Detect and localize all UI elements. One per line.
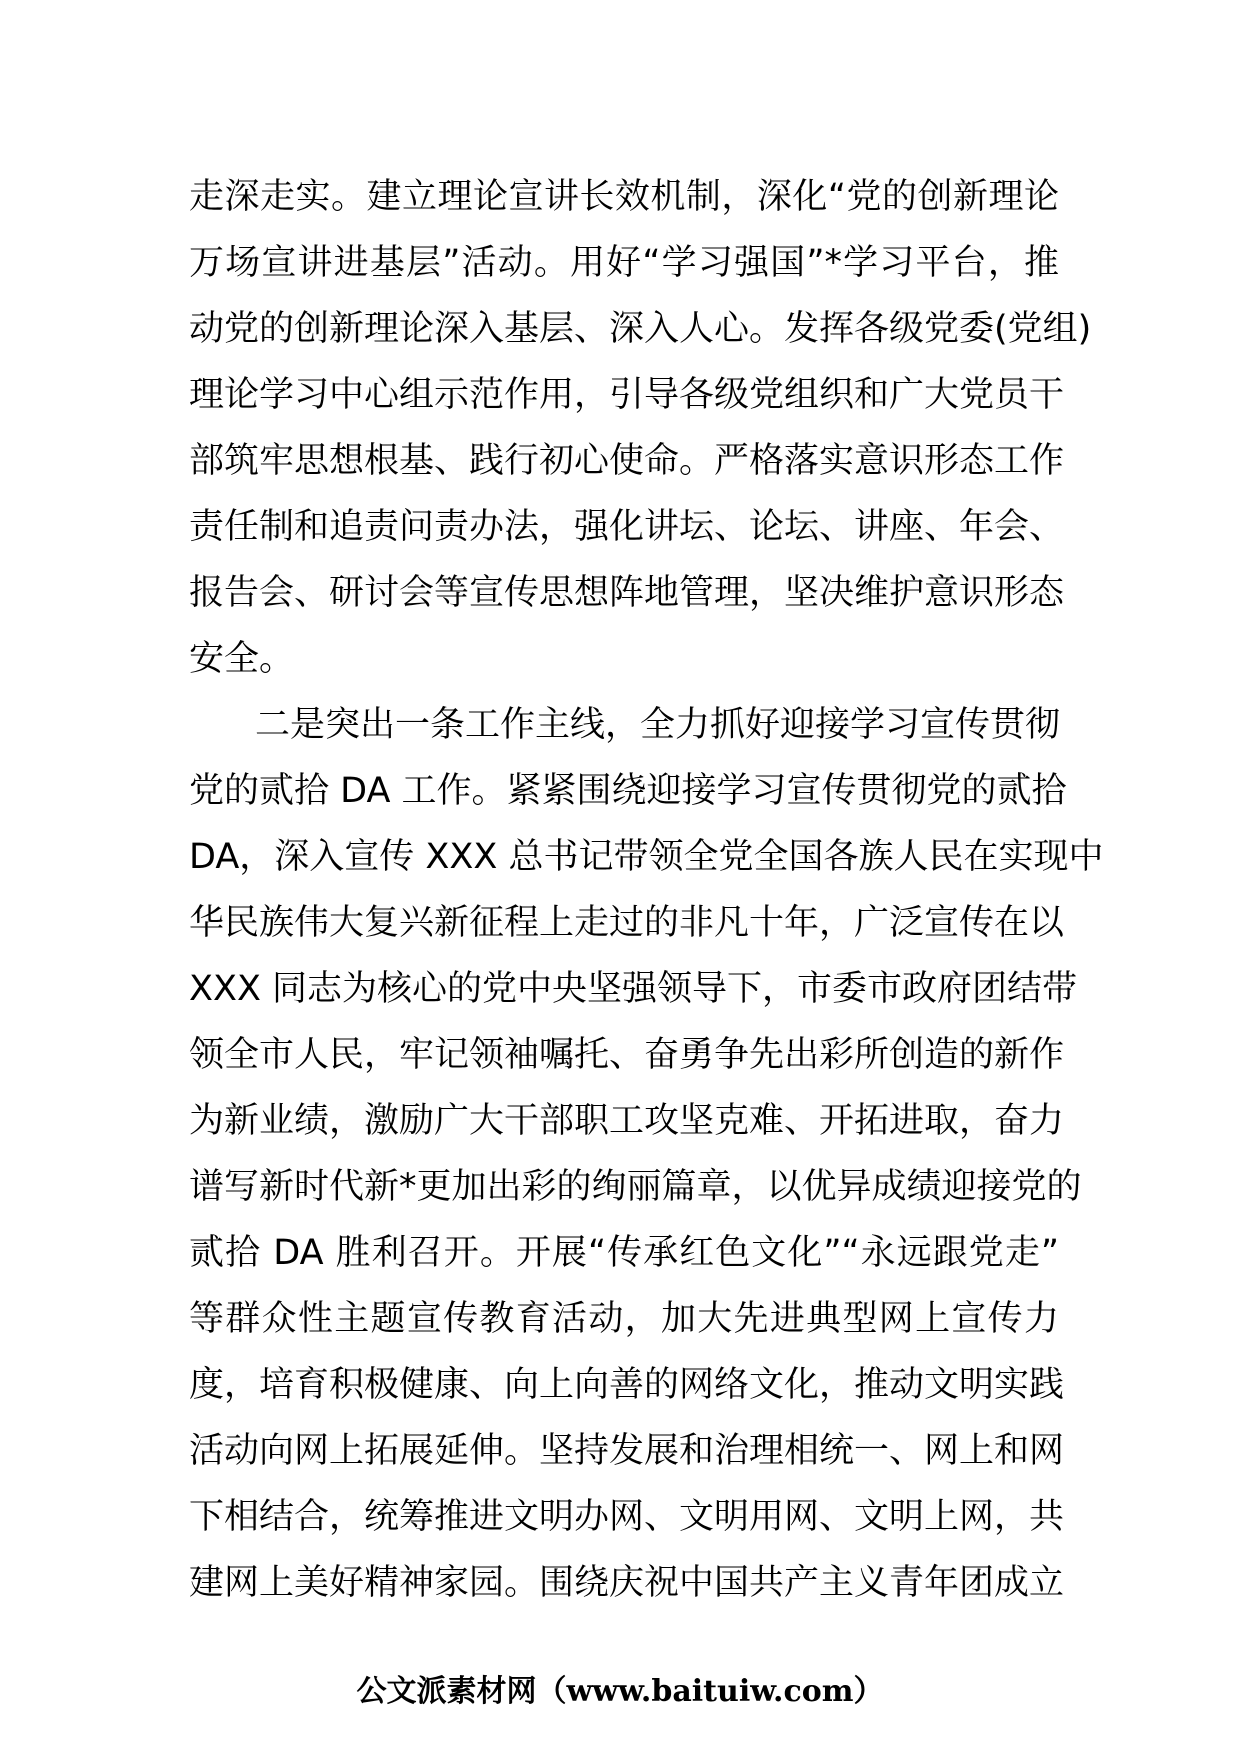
text-line: 华民族伟大复兴新征程上走过的非凡十年，广泛宣传在以: [189, 903, 1065, 943]
text-line: 万场宣讲进基层”活动。用好“学习强国”*学习平台，推: [189, 243, 1059, 283]
paragraph-first-line: 二是突出一条工作主线，全力抓好迎接学习宣传贯彻: [255, 705, 1061, 745]
text-line: 理论学习中心组示范作用，引导各级党组织和广大党员干: [189, 375, 1065, 415]
text-line: 部筑牢思想根基、践行初心使命。严格落实意识形态工作: [189, 441, 1065, 481]
text-line: 活动向网上拓展延伸。坚持发展和治理相统一、网上和网: [189, 1431, 1065, 1471]
text-line: 等群众性主题宣传教育活动，加大先进典型网上宣传力: [189, 1299, 1059, 1339]
text-line: DA，深入宣传 XXX 总书记带领全党全国各族人民在实现中: [189, 837, 1104, 877]
text-line: 下相结合，统筹推进文明办网、文明用网、文明上网，共: [189, 1497, 1065, 1537]
text-line: 责任制和追责问责办法，强化讲坛、论坛、讲座、年会、: [189, 507, 1065, 547]
body-text: [189, 164, 1104, 1616]
text-line: 领全市人民，牢记领袖嘱托、奋勇争先出彩所创造的新作: [189, 1035, 1065, 1075]
text-line: XXX 同志为核心的党中央坚强领导下，市委市政府团结带: [189, 969, 1078, 1009]
text-line: 谱写新时代新*更加出彩的绚丽篇章，以优异成绩迎接党的: [189, 1167, 1082, 1207]
text-line: 贰拾 DA 胜利召开。开展“传承红色文化”“永远跟党走”: [189, 1233, 1059, 1273]
text-line: 安全。: [189, 639, 295, 679]
text-line: 度，培育积极健康、向上向善的网络文化，推动文明实践: [189, 1365, 1065, 1405]
text-line: 报告会、研讨会等宣传思想阵地管理，坚决维护意识形态: [189, 573, 1065, 613]
text-line: 党的贰拾 DA 工作。紧紧围绕迎接学习宣传贯彻党的贰拾: [189, 771, 1067, 811]
page-footer: 公文派素材网（www.baituiw.com）: [356, 1674, 884, 1709]
text-line: 动党的创新理论深入基层、深入人心。发挥各级党委(党组): [189, 309, 1092, 349]
text-line: 走深走实。建立理论宣讲长效机制，深化“党的创新理论: [189, 177, 1059, 217]
text-line: 为新业绩，激励广大干部职工攻坚克难、开拓进取，奋力: [189, 1101, 1065, 1141]
text-line: 建网上美好精神家园。围绕庆祝中国共产主义青年团成立: [189, 1563, 1065, 1603]
